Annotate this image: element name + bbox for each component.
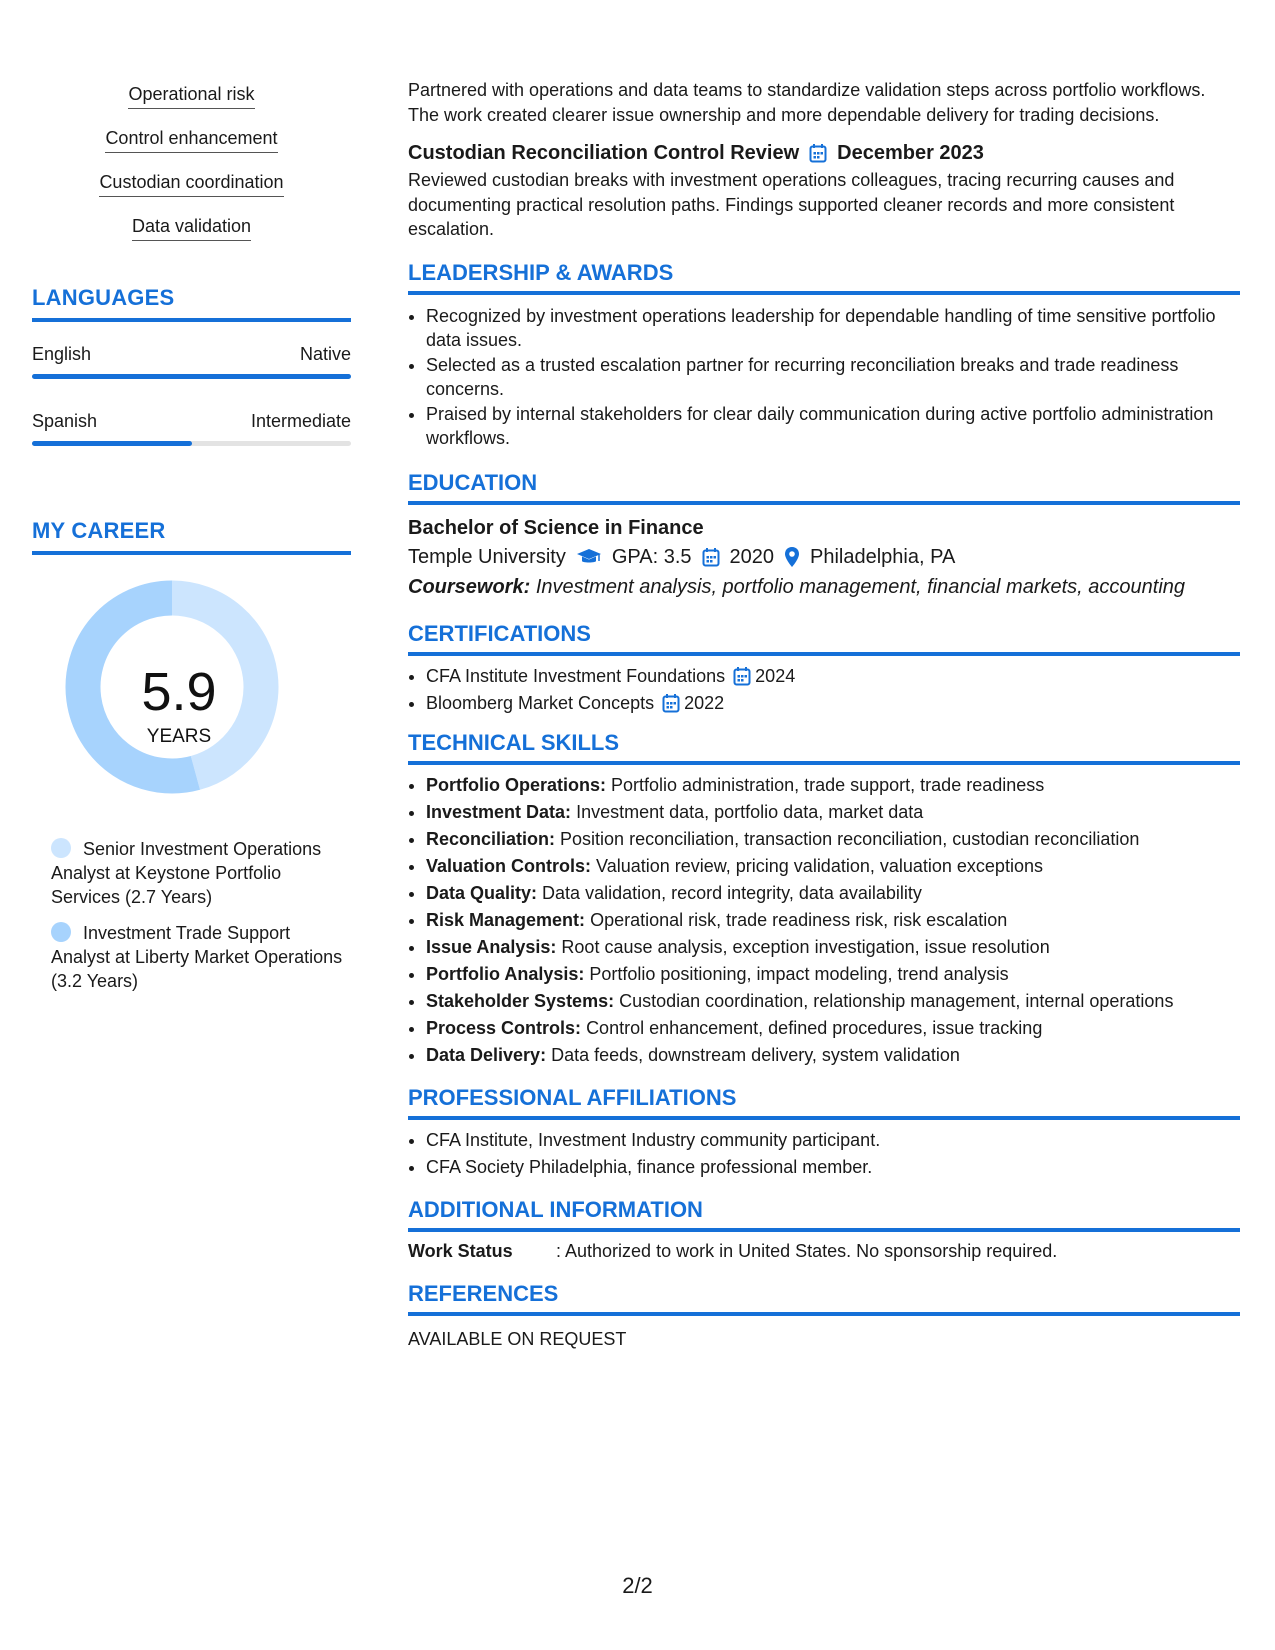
language-name: English <box>32 344 92 364</box>
work-status-row <box>408 1239 1240 1263</box>
project-title: Custodian Reconciliation Control Review <box>408 142 800 164</box>
skill-label: Investment Data: <box>426 801 572 822</box>
skill-label: Portfolio Operations: <box>426 774 606 795</box>
language-level: Intermediate <box>250 411 351 431</box>
coursework-label: Coursework: <box>408 575 531 598</box>
coursework <box>408 572 1240 602</box>
list-item: • Selected as a trusted escalation partner for recurring reconciliation breaks and trade readiness concerns. <box>426 353 1240 402</box>
skill-label: Process Controls: <box>426 1017 582 1038</box>
legend-dot-icon <box>51 922 71 942</box>
coursework-text: Investment analysis, portfolio management, financial markets, accounting <box>535 575 1186 598</box>
list-item: • Praised by internal stakeholders for clear daily communication during active portfolio administration workflows. <box>426 402 1240 451</box>
language-level: Native <box>299 344 351 364</box>
career-total: 5.9 <box>141 662 217 722</box>
school: Temple University <box>408 545 566 568</box>
list-item <box>426 826 1240 853</box>
skill-value: Portfolio positioning, impact modeling, trend analysis <box>589 963 1009 984</box>
certifications-list <box>408 663 1240 717</box>
technical-skills-heading: TECHNICAL SKILLS <box>408 730 1240 765</box>
work-status-label: Work Status <box>408 1240 513 1261</box>
skill-value: Position reconciliation, transaction reconciliation, custodian reconciliation <box>560 828 1140 849</box>
skill-tag: Data validation <box>132 216 251 241</box>
skill-label: Data Delivery: <box>426 1044 547 1065</box>
career-section <box>32 518 351 993</box>
list-item: • CFA Society Philadelphia, finance professional member. <box>426 1154 1240 1181</box>
list-item <box>426 690 1240 717</box>
list-item <box>426 880 1240 907</box>
certification-name: • CFA Institute Investment Foundations <box>426 665 726 686</box>
calendar-icon <box>662 693 680 713</box>
references-section <box>408 1281 1240 1352</box>
skill-value: Valuation review, pricing validation, valuation exceptions <box>596 855 1043 876</box>
references-heading: REFERENCES <box>408 1281 1240 1316</box>
additional-info-heading: ADDITIONAL INFORMATION <box>408 1197 1240 1232</box>
skill-value: Data feeds, downstream delivery, system validation <box>551 1044 960 1065</box>
list-item <box>426 961 1240 988</box>
technical-skills-list <box>408 772 1240 1069</box>
additional-info-section <box>408 1197 1240 1263</box>
list-item <box>426 772 1240 799</box>
skill-tag: Operational risk <box>128 84 254 109</box>
languages-section <box>32 285 351 446</box>
skill-label: Valuation Controls: <box>426 855 592 876</box>
legend-dot-icon <box>51 838 71 858</box>
career-role: Investment Trade Support Analyst at Liberty Market Operations (3.2 Years) <box>51 923 343 991</box>
career-legend-item <box>51 837 351 909</box>
list-item <box>426 907 1240 934</box>
language-name: Spanish <box>32 411 98 431</box>
language-item <box>32 343 351 379</box>
language-bar-fill <box>32 441 192 446</box>
career-heading: MY CAREER <box>32 518 351 555</box>
affiliations-section <box>408 1085 1240 1181</box>
career-unit: YEARS <box>146 726 212 747</box>
list-item: • CFA Institute, Investment Industry community participant. <box>426 1127 1240 1154</box>
leadership-list <box>408 304 1240 451</box>
graduation-year: 2020 <box>729 545 774 568</box>
location-pin-icon <box>784 546 800 568</box>
calendar-icon <box>733 666 751 686</box>
graduation-cap-icon <box>576 547 602 567</box>
skill-label: Reconciliation: <box>426 828 556 849</box>
list-item <box>426 853 1240 880</box>
skill-value: Control enhancement, defined procedures, issue tracking <box>586 1017 1043 1038</box>
list-item <box>426 799 1240 826</box>
certifications-heading: CERTIFICATIONS <box>408 621 1240 656</box>
certifications-section <box>408 621 1240 717</box>
education-meta <box>408 542 1240 572</box>
skill-value: Investment data, portfolio data, market data <box>576 801 924 822</box>
list-item <box>426 1042 1240 1069</box>
leadership-heading: LEADERSHIP & AWARDS <box>408 260 1240 295</box>
gpa: GPA: 3.5 <box>611 545 692 568</box>
list-item <box>426 934 1240 961</box>
calendar-icon <box>809 143 827 163</box>
location: Philadelphia, PA <box>810 545 956 568</box>
skill-tag: Custodian coordination <box>99 172 283 197</box>
skill-tag: Control enhancement <box>105 128 277 153</box>
certification-year: 2022 <box>684 692 725 713</box>
references-text: AVAILABLE ON REQUEST <box>408 1328 627 1349</box>
affiliations-list <box>408 1127 1240 1181</box>
skill-label: Stakeholder Systems: <box>426 990 615 1011</box>
language-bar-fill <box>32 374 351 379</box>
certification-name: • Bloomberg Market Concepts <box>426 692 655 713</box>
skill-value: Operational risk, trade readiness risk, risk escalation <box>590 909 1008 930</box>
language-bar <box>32 374 351 379</box>
education-heading: EDUCATION <box>408 470 1240 505</box>
career-legend-item <box>51 921 351 993</box>
list-item <box>426 988 1240 1015</box>
career-role: Senior Investment Operations Analyst at Keystone Portfolio Services (2.7 Years) <box>51 839 322 907</box>
work-status-value: : Authorized to work in United States. No sponsorship required. <box>556 1240 1058 1261</box>
degree: Bachelor of Science in Finance <box>408 516 704 539</box>
leadership-section <box>408 260 1240 451</box>
education-section <box>408 470 1240 602</box>
list-item <box>426 663 1240 690</box>
intro-paragraph: Partnered with operations and data teams to standardize validation steps across portfolio workflows. The work created clearer issue ownership and more dependable delivery for trading decisions. <box>408 80 1206 125</box>
project-entry <box>408 140 1240 242</box>
skill-tags <box>32 78 351 254</box>
skill-label: Portfolio Analysis: <box>426 963 585 984</box>
technical-skills-section <box>408 730 1240 1069</box>
project-date: December 2023 <box>837 142 984 164</box>
language-bar <box>32 441 351 446</box>
skill-value: Custodian coordination, relationship management, internal operations <box>619 990 1174 1011</box>
career-donut-chart <box>32 577 351 817</box>
calendar-icon <box>702 547 720 567</box>
page-number: 2/2 <box>622 1573 653 1598</box>
skill-label: Issue Analysis: <box>426 936 557 957</box>
skill-value: Data validation, record integrity, data availability <box>542 882 922 903</box>
list-item <box>426 1015 1240 1042</box>
project-description: Reviewed custodian breaks with investment operations colleagues, tracing recurring causes and documenting practical resolution paths. Findings supported cleaner records and more consistent escalation. <box>408 170 1175 239</box>
skill-label: Data Quality: <box>426 882 538 903</box>
skill-value: Portfolio administration, trade support, trade readiness <box>611 774 1045 795</box>
affiliations-heading: PROFESSIONAL AFFILIATIONS <box>408 1085 1240 1120</box>
left-column <box>32 78 351 993</box>
career-legend <box>32 837 351 993</box>
language-item <box>32 410 351 446</box>
languages-heading: LANGUAGES <box>32 285 351 322</box>
right-column <box>408 78 1240 1351</box>
skill-label: Risk Management: <box>426 909 586 930</box>
list-item: • Recognized by investment operations leadership for dependable handling of time sensitive portfolio data issues. <box>426 304 1240 353</box>
certification-year: 2024 <box>755 665 796 686</box>
skill-value: Root cause analysis, exception investigation, issue resolution <box>561 936 1050 957</box>
